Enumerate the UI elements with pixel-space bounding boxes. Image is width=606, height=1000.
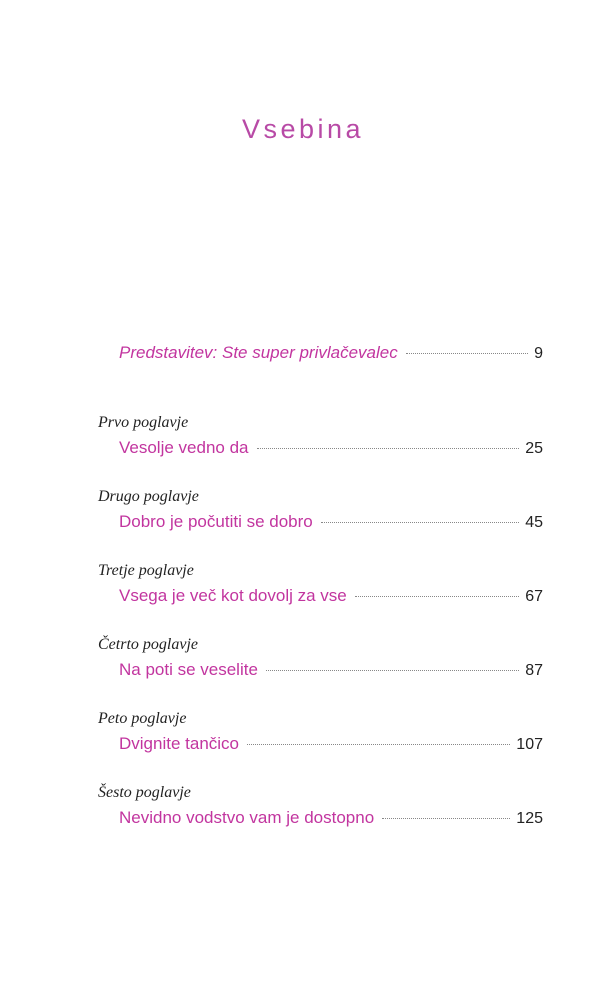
toc-page-number: 125 [516, 810, 543, 827]
toc-entry-chapter-2 [119, 511, 543, 534]
toc-entry-chapter-3 [119, 585, 543, 608]
toc-page-number: 9 [534, 345, 543, 362]
dot-leader [257, 448, 520, 449]
toc-entry-title: Dobro je počutiti se dobro [119, 512, 313, 531]
toc-entry-title: Dvignite tančico [119, 734, 240, 753]
toc-entry-title: Vsega je več kot dovolj za vse [119, 586, 347, 605]
chapter-label: Šesto poglavje [98, 784, 191, 801]
chapter-label: Peto poglavje [98, 710, 187, 727]
toc-entry-chapter-6 [119, 807, 543, 830]
toc-page-number: 25 [525, 440, 543, 457]
dot-leader [266, 670, 519, 671]
toc-entry-title: Vesolje vedno da [119, 438, 249, 457]
toc-entry-chapter-4 [119, 659, 543, 682]
toc-entry-title: Nevidno vodstvo vam je dostopno [119, 808, 375, 827]
chapter-label: Tretje poglavje [98, 562, 194, 579]
dot-leader [406, 353, 528, 354]
toc-entry-chapter-1 [119, 437, 543, 460]
toc-entry-chapter-5 [119, 733, 543, 756]
chapter-label: Četrto poglavje [98, 636, 198, 653]
dot-leader [321, 522, 519, 523]
toc-entry-title: Predstavitev: Ste super privlačevalec [119, 343, 398, 362]
dot-leader [355, 596, 519, 597]
page-title: Vsebina [241, 114, 365, 144]
toc-page-number: 87 [525, 662, 543, 679]
toc-page-number: 107 [516, 736, 543, 753]
chapter-label: Drugo poglavje [98, 488, 199, 505]
dot-leader [382, 818, 510, 819]
toc-page-number: 67 [525, 588, 543, 605]
toc-entry-title: Na poti se veselite [119, 660, 258, 679]
chapter-label: Prvo poglavje [98, 414, 189, 431]
toc-entry-intro [119, 342, 543, 365]
dot-leader [247, 744, 510, 745]
toc-page-number: 45 [525, 514, 543, 531]
